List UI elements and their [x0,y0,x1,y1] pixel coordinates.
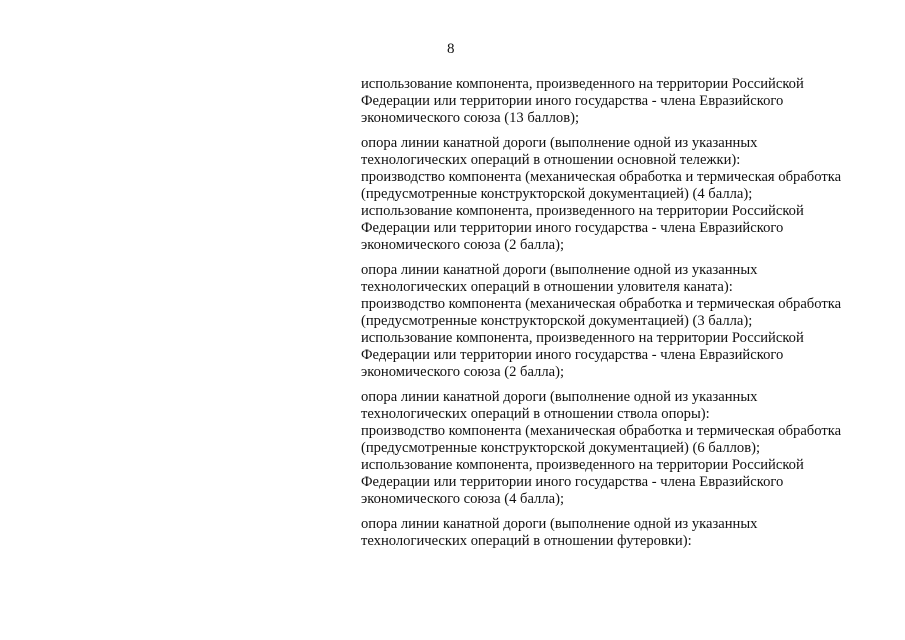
text-line: производство компонента (механическая обработка и термическая обработка [361,423,842,439]
text-line: производство компонента (механическая обработка и термическая обработка [361,296,842,312]
text-line: использование компонента, произведенного на территории Российской [361,330,804,346]
text-line: экономического союза (4 балла); [361,491,565,507]
text-line: (предусмотренные конструкторской документацией) (4 балла); [361,186,753,202]
page-number: 8 [447,41,455,57]
text-line: экономического союза (2 балла); [361,237,565,253]
text-line: опора линии канатной дороги (выполнение одной из указанных [361,389,758,405]
text-line: использование компонента, произведенного на территории Российской [361,203,804,219]
text-line: использование компонента, произведенного на территории Российской [361,76,804,92]
paragraph [361,262,881,381]
text-line: Федерации или территории иного государства - члена Евразийского [361,93,784,109]
document-body [361,76,881,558]
text-line: использование компонента, произведенного на территории Российской [361,457,804,473]
text-line: технологических операций в отношении ствола опоры): [361,406,710,422]
text-line: технологических операций в отношении основной тележки): [361,152,741,168]
text-line: (предусмотренные конструкторской документацией) (3 балла); [361,313,753,329]
text-line: Федерации или территории иного государства - члена Евразийского [361,474,784,490]
text-line: опора линии канатной дороги (выполнение одной из указанных [361,516,758,532]
text-line: экономического союза (2 балла); [361,364,565,380]
paragraph [361,516,881,550]
text-line: технологических операций в отношении футеровки): [361,533,692,549]
text-line: производство компонента (механическая обработка и термическая обработка [361,169,842,185]
text-line: опора линии канатной дороги (выполнение одной из указанных [361,135,758,151]
text-line: Федерации или территории иного государства - члена Евразийского [361,347,784,363]
paragraph [361,389,881,508]
text-line: опора линии канатной дороги (выполнение одной из указанных [361,262,758,278]
text-line: экономического союза (13 баллов); [361,110,580,126]
text-line: (предусмотренные конструкторской документацией) (6 баллов); [361,440,761,456]
paragraph [361,135,881,254]
paragraph [361,76,881,127]
text-line: Федерации или территории иного государства - члена Евразийского [361,220,784,236]
text-line: технологических операций в отношении уловителя каната): [361,279,733,295]
